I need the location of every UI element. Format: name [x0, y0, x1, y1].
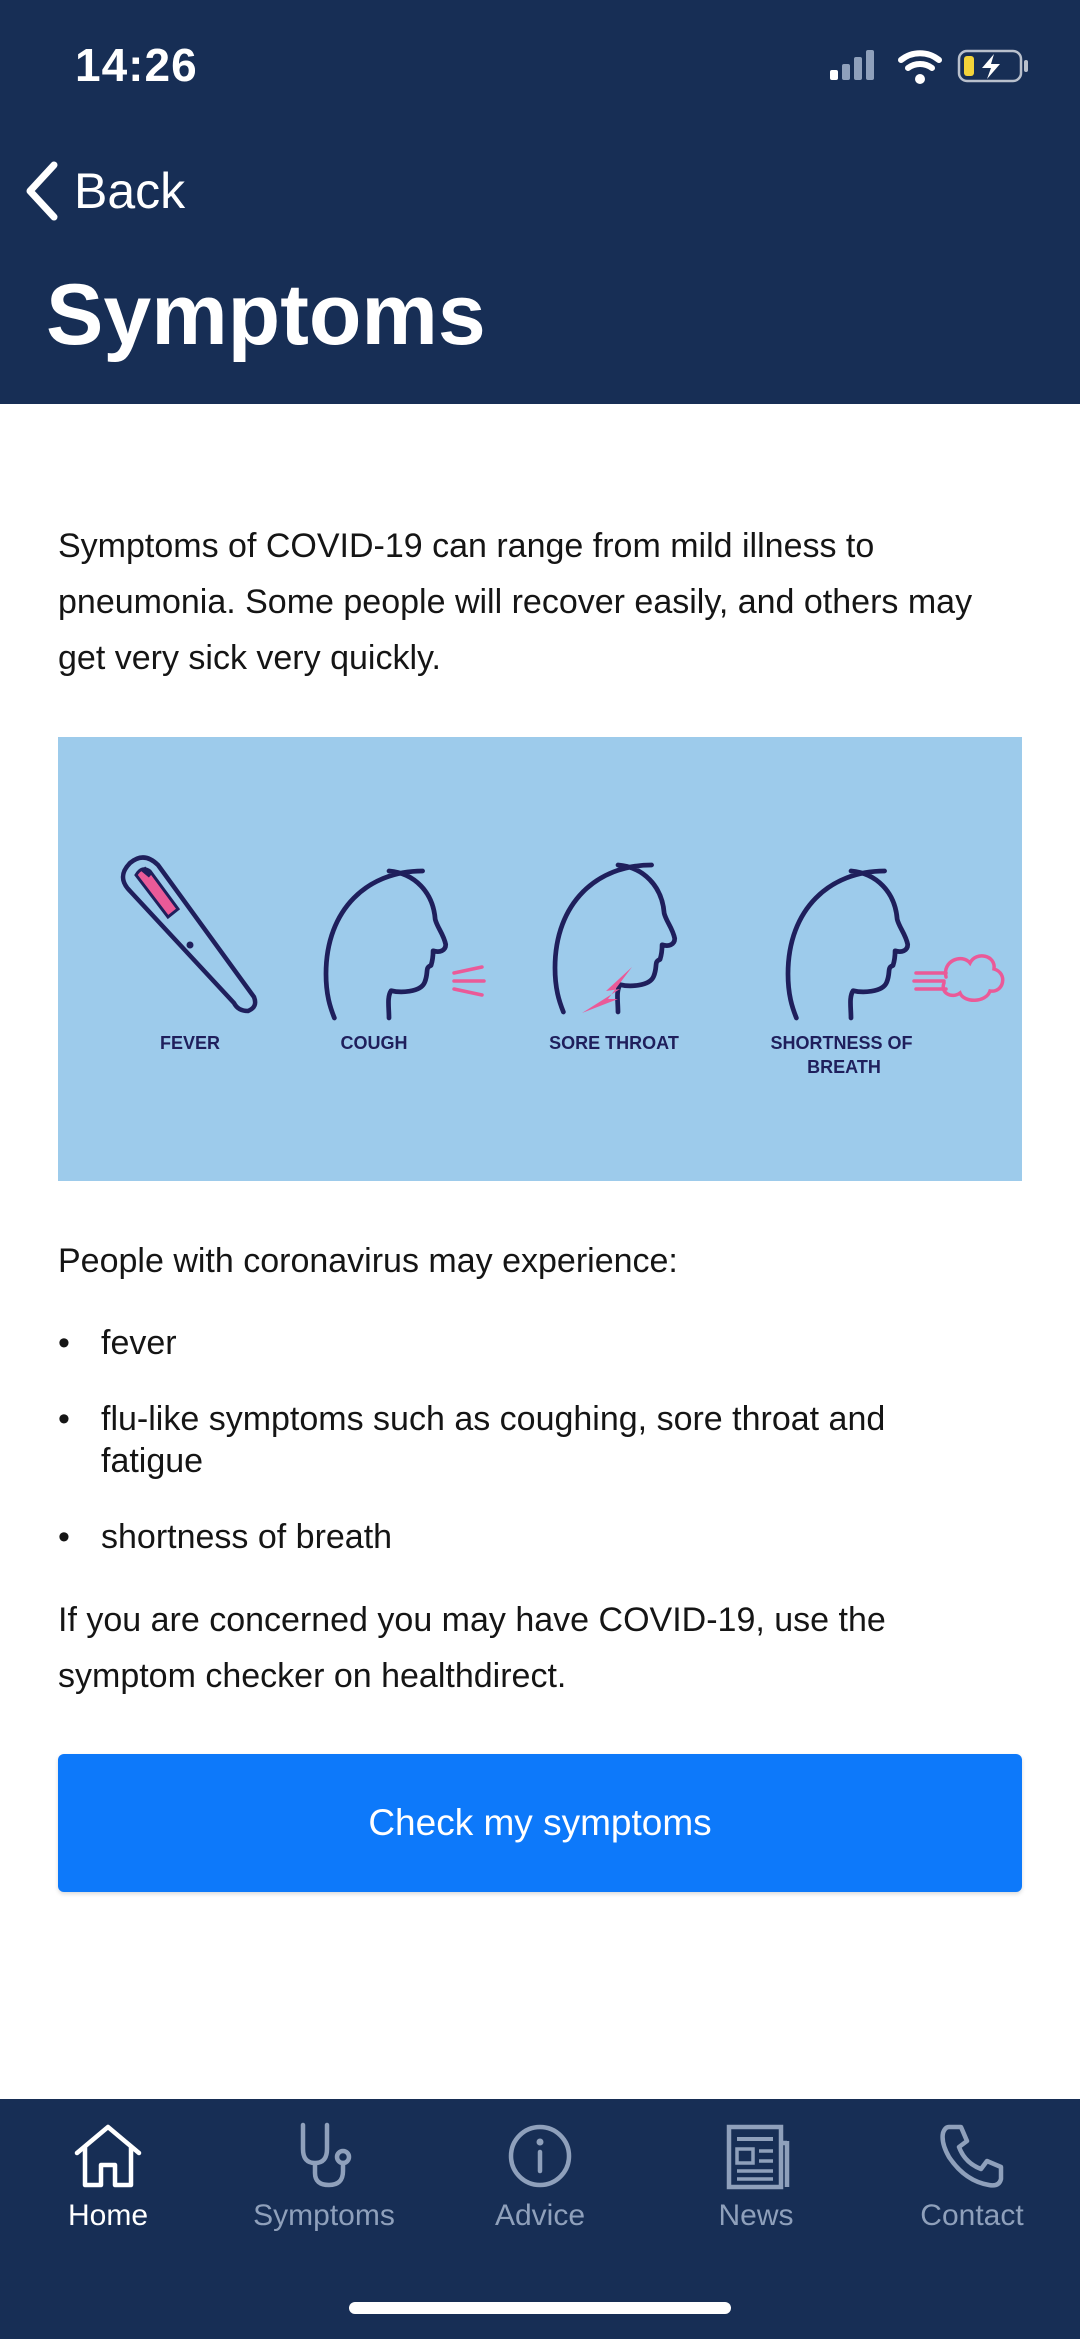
check-symptoms-button[interactable]: Check my symptoms: [58, 1754, 1022, 1892]
info-icon: [503, 2119, 577, 2193]
symptoms-illustration: [58, 737, 1022, 1181]
home-icon: [71, 2119, 145, 2193]
label-sore-throat: SORE THROAT: [549, 1033, 679, 1053]
tab-contact-label: Contact: [920, 2199, 1024, 2232]
tab-home[interactable]: [0, 2099, 216, 2249]
intro-text: Symptoms of COVID-19 can range from mild illness to pneumonia. Some people will recover easily, and others may get very sick very quickly.: [58, 527, 973, 677]
label-shortness-of-breath: [770, 1033, 917, 1077]
tab-symptoms[interactable]: [216, 2099, 432, 2249]
chevron-left-icon: [22, 159, 62, 223]
tab-news-label: News: [718, 2199, 794, 2232]
thermometer-icon: [123, 857, 255, 1011]
tab-bar: [0, 2099, 1080, 2339]
cough-head-icon: [326, 871, 484, 1018]
stethoscope-icon: [287, 2119, 361, 2193]
lead-text: People with coronavirus may experience:: [58, 1242, 678, 1280]
tab-advice-label: Advice: [494, 2199, 586, 2232]
wifi-icon: [901, 53, 939, 84]
symptoms-illustration-svg: [58, 737, 1022, 1181]
back-label: Back: [74, 163, 186, 219]
tab-news[interactable]: [648, 2099, 864, 2249]
tab-home-label: Home: [67, 2199, 149, 2232]
signal-icon: [830, 50, 874, 80]
list-item: • flu-like symptoms such as coughing, sore throat and fatigue: [58, 1400, 886, 1480]
tab-contact[interactable]: [864, 2099, 1080, 2249]
symptom-list: [58, 1322, 1022, 1592]
home-indicator: [349, 2302, 731, 2314]
sore-throat-head-icon: [555, 865, 675, 1013]
header: [0, 0, 1080, 404]
status-time: 14:26: [75, 39, 198, 91]
tab-advice[interactable]: [432, 2099, 648, 2249]
list-item: • shortness of breath: [58, 1518, 393, 1556]
back-button[interactable]: [22, 156, 185, 226]
page-title: Symptoms: [46, 267, 486, 363]
newspaper-icon: [719, 2119, 793, 2193]
battery-icon: [959, 51, 1028, 81]
status-icons: [830, 46, 1040, 86]
tab-symptoms-label: Symptoms: [253, 2199, 395, 2232]
closing-text: If you are concerned you may have COVID-19, use the symptom checker on healthdirect.: [58, 1601, 886, 1695]
list-item: • fever: [58, 1324, 177, 1362]
label-shortness-line-1: SHORTNESS OF: [770, 1033, 913, 1053]
label-fever: FEVER: [159, 1033, 221, 1053]
phone-icon: [935, 2119, 1009, 2193]
label-shortness-line-2: BREATH: [807, 1057, 881, 1077]
label-cough: COUGH: [340, 1033, 408, 1053]
breath-head-icon: [788, 871, 1003, 1018]
